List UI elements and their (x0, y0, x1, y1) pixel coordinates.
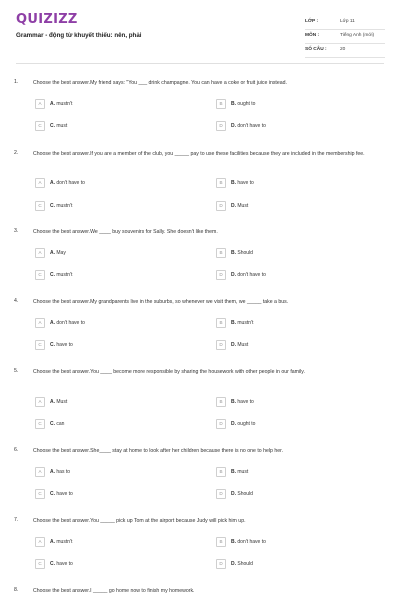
option-prefix: C. (50, 203, 55, 209)
option-c[interactable] (35, 559, 145, 571)
option-text: don't have to (56, 180, 85, 186)
option-letter-box: D (216, 270, 226, 280)
option-text: mustn't (56, 101, 73, 107)
option-text: mustn't (56, 203, 73, 209)
option-letter-box: A (35, 99, 45, 109)
option-text: have to (56, 561, 73, 567)
option-prefix: A. (50, 399, 55, 405)
option-letter-box: D (216, 340, 226, 350)
option-prefix: D. (231, 561, 236, 567)
option-b[interactable] (216, 467, 326, 479)
header-divider (16, 63, 384, 64)
option-letter-box: A (35, 248, 45, 258)
option-letter-box: C (35, 419, 45, 429)
option-letter-box: B (216, 248, 226, 258)
option-prefix: C. (50, 421, 55, 427)
question-number: 1. (14, 79, 19, 85)
question-number: 3. (14, 228, 19, 234)
option-a[interactable] (35, 248, 145, 260)
option-text: ought to (237, 421, 256, 427)
option-a[interactable] (35, 178, 145, 190)
option-c[interactable] (35, 419, 145, 431)
question-text: Choose the best answer.We ____ buy souvenirs for Sally. She doesn't like them. (33, 229, 218, 235)
question-text: Choose the best answer.I _____ go home now to finish my homework. (33, 588, 195, 594)
option-prefix: B. (231, 250, 236, 256)
option-letter-box: B (216, 99, 226, 109)
option-prefix: A. (50, 250, 55, 256)
option-d[interactable] (216, 419, 326, 431)
option-prefix: C. (50, 491, 55, 497)
meta-key: MÔN : (305, 33, 320, 38)
option-letter-box: D (216, 419, 226, 429)
option-text: can (56, 421, 65, 427)
option-text: May (56, 250, 66, 256)
option-a[interactable] (35, 318, 145, 330)
option-text: don't have to (237, 539, 266, 545)
option-c[interactable] (35, 340, 145, 352)
option-letter-box: D (216, 201, 226, 211)
option-text: ought to (237, 101, 256, 107)
option-text: must (56, 123, 68, 129)
option-prefix: B. (231, 399, 236, 405)
meta-value: 20 (340, 47, 346, 52)
option-letter-box: B (216, 397, 226, 407)
option-prefix: A. (50, 469, 55, 475)
option-a[interactable] (35, 397, 145, 409)
option-prefix: A. (50, 101, 55, 107)
meta-row-subject (305, 30, 385, 44)
question-number: 2. (14, 150, 19, 156)
option-prefix: D. (231, 342, 236, 348)
option-c[interactable] (35, 270, 145, 282)
option-prefix: D. (231, 491, 236, 497)
option-letter-box: D (216, 121, 226, 131)
question-number: 6. (14, 447, 19, 453)
option-c[interactable] (35, 489, 145, 501)
meta-key: LỚP : (305, 19, 319, 24)
option-letter-box: C (35, 270, 45, 280)
option-b[interactable] (216, 537, 326, 549)
option-text: Must (56, 399, 68, 405)
option-a[interactable] (35, 537, 145, 549)
option-prefix: C. (50, 272, 55, 278)
option-letter-box: C (35, 489, 45, 499)
option-prefix: B. (231, 469, 236, 475)
option-prefix: C. (50, 342, 55, 348)
option-prefix: A. (50, 320, 55, 326)
option-prefix: B. (231, 101, 236, 107)
option-text: have to (237, 399, 254, 405)
option-c[interactable] (35, 121, 145, 133)
question-number: 5. (14, 368, 19, 374)
quizizz-logo: QUIZIZZ (16, 12, 78, 27)
option-d[interactable] (216, 489, 326, 501)
option-letter-box: B (216, 178, 226, 188)
option-text: Should (237, 561, 253, 567)
question-number: 4. (14, 298, 19, 304)
option-text: don't have to (237, 123, 266, 129)
option-text: must (237, 469, 249, 475)
option-letter-box: A (35, 467, 45, 477)
option-text: have to (237, 180, 254, 186)
meta-row-question-count (305, 44, 385, 58)
option-a[interactable] (35, 467, 145, 479)
option-text: don't have to (56, 320, 85, 326)
option-text: has to (56, 469, 71, 475)
question-text: Choose the best answer.My friend says: "You ___ drink champagne. You can have a coke or fruit juice instead. (33, 80, 287, 86)
option-letter-box: D (216, 489, 226, 499)
option-letter-box: B (216, 467, 226, 477)
question-text: Choose the best answer.My grandparents live in the suburbs, so whenever we visit them, we _____ take a bus. (33, 299, 289, 305)
option-text: have to (56, 491, 73, 497)
option-letter-box: B (216, 537, 226, 547)
worksheet-title: Grammar - động từ khuyết thiếu: nên, phải (16, 32, 142, 39)
option-b[interactable] (216, 397, 326, 409)
option-d[interactable] (216, 201, 326, 213)
option-letter-box: A (35, 178, 45, 188)
question-number: 8. (14, 587, 19, 593)
option-letter-box: B (216, 318, 226, 328)
question-text: Choose the best answer.You _____ pick up Tom at the airport because Judy will pick him up. (33, 518, 246, 524)
option-text: mustn't (56, 272, 73, 278)
option-d[interactable] (216, 121, 326, 133)
question-text: Choose the best answer.If you are a member of the club, you _____ pay to use these facilities because they are included in the membership fee. (33, 151, 365, 157)
option-text: Must (237, 342, 249, 348)
option-letter-box: C (35, 121, 45, 131)
option-letter-box: C (35, 340, 45, 350)
option-letter-box: C (35, 201, 45, 211)
option-b[interactable] (216, 318, 326, 330)
option-text: have to (56, 342, 73, 348)
option-prefix: D. (231, 421, 236, 427)
question-text: Choose the best answer.She____ stay at home to look after her children because there is no one to help her. (33, 448, 284, 454)
option-text: mustn't (56, 539, 73, 545)
option-b[interactable] (216, 178, 326, 190)
option-prefix: D. (231, 203, 236, 209)
option-prefix: D. (231, 272, 236, 278)
option-prefix: B. (231, 320, 236, 326)
option-text: Should (237, 491, 253, 497)
option-prefix: B. (231, 539, 236, 545)
meta-key: SỐ CÂU : (305, 47, 327, 52)
option-d[interactable] (216, 559, 326, 571)
option-text: mustn't (237, 320, 254, 326)
worksheet-meta (305, 16, 385, 58)
option-b[interactable] (216, 99, 326, 111)
option-letter-box: A (35, 318, 45, 328)
question-text: Choose the best answer.You ____ become more responsible by sharing the housework with other people in our family. (33, 369, 305, 375)
option-text: don't have to (237, 272, 266, 278)
option-prefix: A. (50, 539, 55, 545)
meta-value: Lớp 11 (340, 19, 355, 24)
option-prefix: C. (50, 561, 55, 567)
question-number: 7. (14, 517, 19, 523)
option-text: Must (237, 203, 249, 209)
option-c[interactable] (35, 201, 145, 213)
option-prefix: B. (231, 180, 236, 186)
option-prefix: A. (50, 180, 55, 186)
option-a[interactable] (35, 99, 145, 111)
option-letter-box: D (216, 559, 226, 569)
option-letter-box: A (35, 537, 45, 547)
option-prefix: C. (50, 123, 55, 129)
option-d[interactable] (216, 340, 326, 352)
option-prefix: D. (231, 123, 236, 129)
meta-row-class (305, 16, 385, 30)
option-letter-box: A (35, 397, 45, 407)
option-letter-box: C (35, 559, 45, 569)
meta-value: Tiếng Anh (mới) (340, 33, 375, 38)
option-d[interactable] (216, 270, 326, 282)
option-b[interactable] (216, 248, 326, 260)
option-text: Should (237, 250, 253, 256)
